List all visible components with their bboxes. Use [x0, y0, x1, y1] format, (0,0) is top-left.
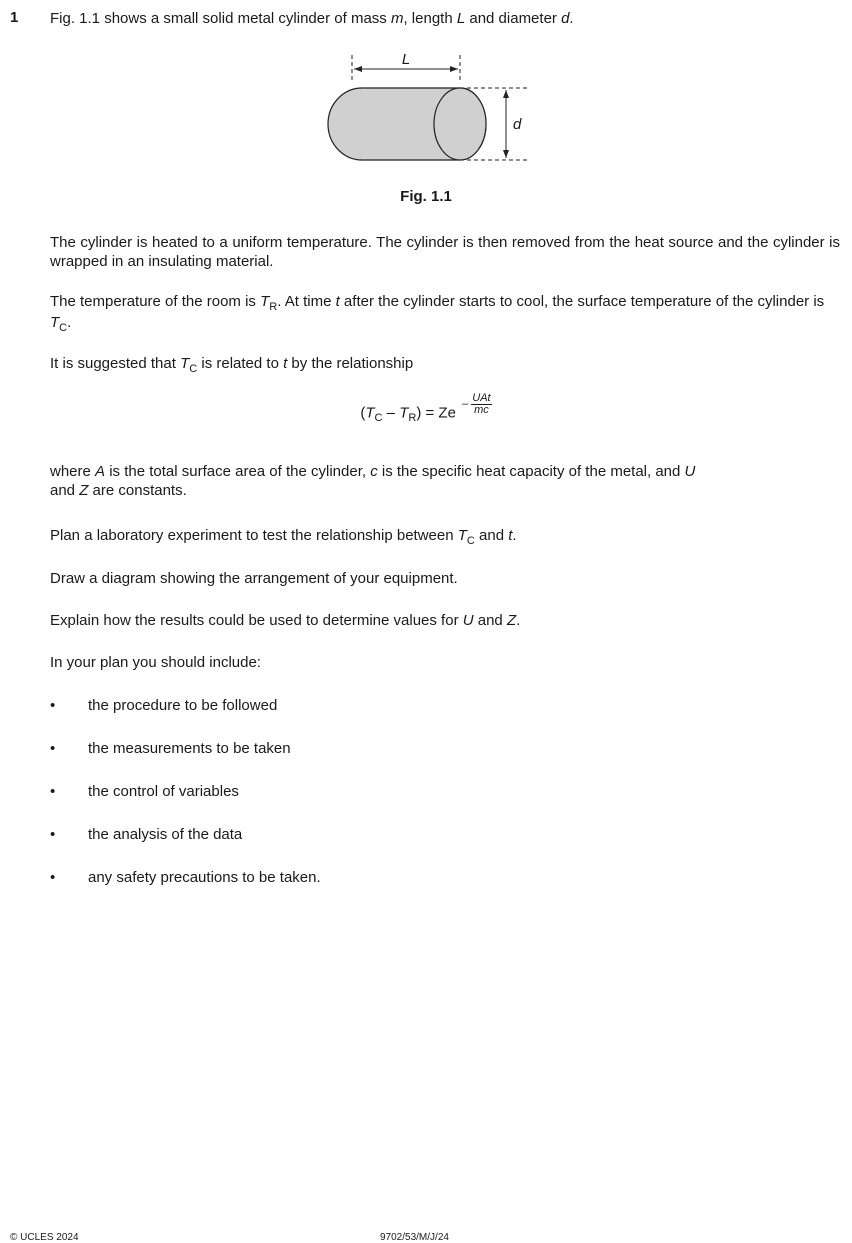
bullet-control: the control of variables [88, 783, 239, 800]
equation: $(T_C - T_R) = Ze$ $^{- UAt mc}$ [360, 392, 491, 425]
bullet-procedure: the procedure to be followed [88, 697, 278, 714]
question-intro: Fig. 1.1 shows a small solid metal cylinder of mass m, length L and diameter d. [50, 10, 574, 27]
dim-d-arrow-bottom [503, 150, 509, 158]
paragraph-plan: Plan a laboratory experiment to test the relationship between $T_C$ and t. [50, 527, 517, 547]
exponent: – UAt mc [462, 392, 491, 416]
bullet-symbol: • [50, 740, 56, 757]
bullet-measurements: the measurements to be taken [88, 740, 291, 757]
footer-copyright: © UCLES 2024 [10, 1232, 79, 1243]
footer-code: 9702/53/M/J/24 [380, 1232, 449, 1243]
bullet-symbol: • [50, 826, 56, 843]
cylinder-end-face [434, 88, 486, 160]
bullet-symbol: • [50, 783, 56, 800]
paragraph-diagram: Draw a diagram showing the arrangement of your equipment. [50, 570, 458, 587]
label-d: d [513, 116, 522, 133]
bullet-symbol: • [50, 697, 56, 714]
figure-caption: Fig. 1.1 [400, 188, 452, 205]
dim-L-arrow-left [354, 66, 362, 72]
paragraph-definitions: where A is the total surface area of the cylinder, c is the specific heat capacity of the metal, and U and Z are constants. [50, 463, 696, 499]
paragraph-temperatures: The temperature of the room is $T_R$. At time t after the cylinder starts to cool, the surface temperature of the cylinder is $T_C$. [50, 293, 825, 334]
paragraph-heating: The cylinder is heated to a uniform temperature. The cylinder is then removed from the heat source and the cylinder is wrapped in an insulating material. [50, 234, 840, 270]
bullet-safety: any safety precautions to be taken. [88, 869, 321, 886]
dim-d-arrow-top [503, 90, 509, 98]
paragraph-relationship: It is suggested that $T_C$ is related to t by the relationship [50, 355, 414, 375]
bullet-analysis: the analysis of the data [88, 826, 243, 843]
label-L: L [401, 51, 411, 68]
paragraph-include: In your plan you should include: [50, 654, 261, 671]
exponent-denominator: mc [474, 404, 489, 416]
question-number: 1 [10, 9, 19, 26]
exponent-numerator: UAt [472, 392, 491, 404]
bullet-symbol: • [50, 869, 56, 886]
dim-L-arrow-right [450, 66, 458, 72]
cylinder-figure [310, 45, 540, 170]
paragraph-explain: Explain how the results could be used to determine values for U and Z. [50, 612, 521, 629]
